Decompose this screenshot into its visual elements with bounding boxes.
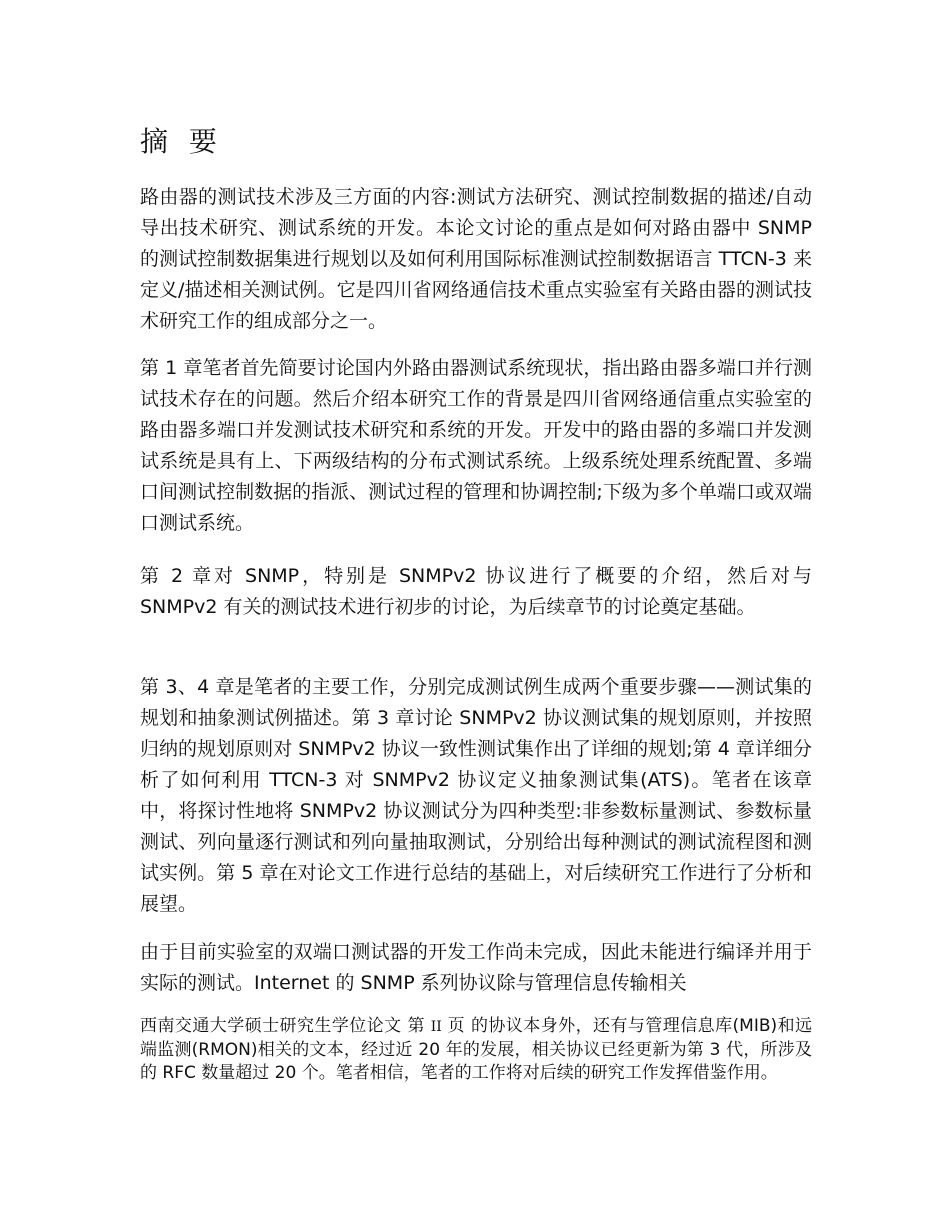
paragraph-chapter-1: 第 1 章笔者首先简要讨论国内外路由器测试系统现状，指出路由器多端口并行测试技术存在的问题。然后介绍本研究工作的背景是四川省网络通信重点实验室的路由器多端口并发测试技术研究和系统的开发。开发中的路由器的多端口并发测试系统是具有上、下两级结构的分布式测试系统。上级系统处理系统配置、多端口间测试控制数据的指派、测试过程的管理和协调控制;下级为多个单端口或双端口测试系统。: [140, 357, 812, 534]
paragraph-chapter-2: 第 2 章对 SNMP，特别是 SNMPv2 协议进行了概要的介绍，然后对与 SNMPv2 有关的测试技术进行初步的讨论，为后续章节的讨论奠定基础。: [140, 565, 812, 618]
abstract-heading: 摘 要: [140, 125, 223, 158]
paragraph-overview: 路由器的测试技术涉及三方面的内容:测试方法研究、测试控制数据的描述/自动导出技术研究、测试系统的开发。本论文讨论的重点是如何对路由器中 SNMP 的测试控制数据集进行规划以及如何利用国际标准测试控制数据语言 TTCN-3 来定义/描述相关测试例。它是四川省网络通信技术重点实验室有关路由器的测试技术研究工作的组成部分之一。: [140, 186, 812, 332]
paragraph-limitations: 由于目前实验室的双端口测试器的开发工作尚未完成，因此未能进行编译并用于实际的测试。Internet 的 SNMP 系列协议除与管理信息传输相关: [140, 941, 812, 994]
page-suffix: 页: [447, 1016, 466, 1036]
page-prefix: 第: [407, 1016, 425, 1036]
paragraph-chapter-3-4-5: 第 3、4 章是笔者的主要工作，分别完成测试例生成两个重要步骤——测试集的规划和抽象测试例描述。第 3 章讨论 SNMPv2 协议测试集的规划原则，并按照归纳的规划原则对 SNMPv2 协议一致性测试集作出了详细的规划;第 4 章详细分析了如何利用 TTCN-3 对 SNMPv2 协议定义抽象测试集(ATS)。笔者在该章中，将探讨性地将 SNMPv2 协议测试分为四种类型:非参数标量测试、参数标量测试、列向量逐行测试和列向量抽取测试，分别给出每种测试的测试流程图和测试实例。第 5 章在对论文工作进行总结的基础上，对后续研究工作进行了分析和展望。: [140, 676, 812, 915]
continuation-text: 的协议本身外，还有与管理信息库(MIB)和远端监测(RMON)相关的文本，经过近 20 年的发展，相关协议已经更新为第 3 代，所涉及的 RFC 数量超过 20 个。笔者相信，笔者的工作将对后续的研究工作发挥借鉴作用。: [140, 1016, 813, 1083]
page-footer-and-continuation: [140, 1015, 812, 1085]
page-number: II: [430, 1019, 442, 1035]
thesis-footer-label: 西南交通大学硕士研究生学位论文: [140, 1016, 402, 1036]
